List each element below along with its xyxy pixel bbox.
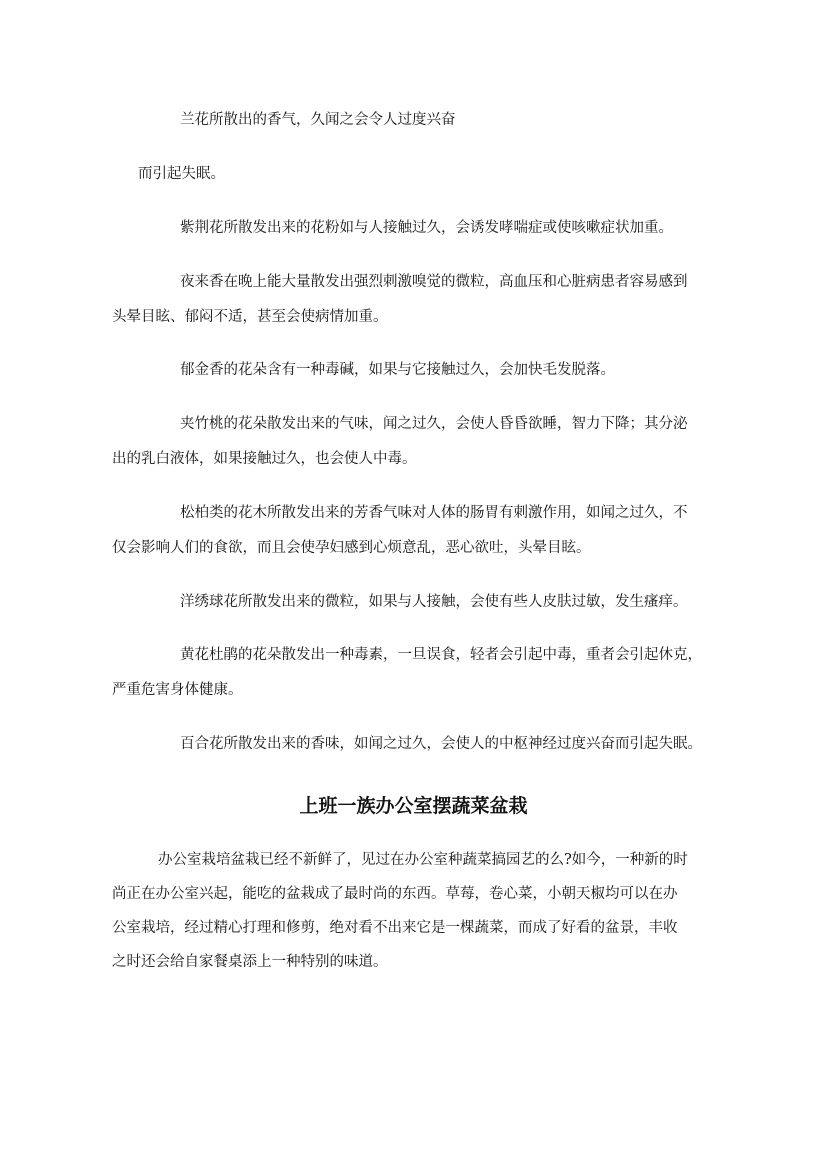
paragraph-line: 夹竹桃的花朵散发出来的气味，闻之过久，会使人昏昏欲睡，智力下降；其分泌	[180, 416, 688, 432]
paragraph-line: 洋绣球花所散发出来的微粒，如果与人接触，会使有些人皮肤过敏，发生瘙痒。	[180, 594, 688, 610]
section-line: 公室栽培，经过精心打理和修剪，绝对看不出来它是一棵蔬菜，而成了好看的盆景，丰收	[112, 920, 678, 936]
paragraph-line: 严重危害身体健康。	[112, 682, 243, 698]
paragraph-line: 夜来香在晚上能大量散发出强烈刺激嗅觉的微粒，高血压和心脏病患者容易感到	[180, 274, 688, 290]
section-line: 之时还会给自家餐桌添上一种特别的味道。	[112, 954, 388, 970]
paragraph-line: 黄花杜鹃的花朵散发出一种毒素，一旦误食，轻者会引起中毒，重者会引起休克，	[180, 647, 702, 663]
paragraph-line: 郁金香的花朵含有一种毒碱，如果与它接触过久，会加快毛发脱落。	[180, 362, 615, 378]
paragraph-line: 兰花所散出的香气，久闻之会令人过度兴奋	[180, 112, 456, 128]
section-title: 上班一族办公室摆蔬菜盆栽	[299, 795, 528, 817]
paragraph-line: 而引起失眠。	[138, 166, 225, 182]
paragraph-line: 仅会影响人们的食欲，而且会使孕妇感到心烦意乱，恶心欲吐，头晕目眩。	[112, 540, 591, 556]
paragraph-line: 松柏类的花木所散发出来的芳香气味对人体的肠胃有刺激作用，如闻之过久，不	[180, 505, 688, 521]
paragraph-line: 紫荆花所散发出来的花粉如与人接触过久，会诱发哮喘症或使咳嗽症状加重。	[180, 220, 673, 236]
paragraph-line: 出的乳白液体，如果接触过久，也会使人中毒。	[112, 451, 417, 467]
section-line: 尚正在办公室兴起，能吃的盆栽成了最时尚的东西。草莓，卷心菜，小朝天椒均可以在办	[112, 886, 678, 902]
paragraph-line: 头晕目眩、郁闷不适，甚至会使病情加重。	[112, 309, 388, 325]
paragraph-line: 百合花所散发出来的香味，如闻之过久，会使人的中枢神经过度兴奋而引起失眠。	[180, 736, 702, 752]
section-line: 办公室栽培盆栽已经不新鲜了，见过在办公室种蔬菜搞园艺的么?如今，一种新的时	[158, 852, 688, 868]
